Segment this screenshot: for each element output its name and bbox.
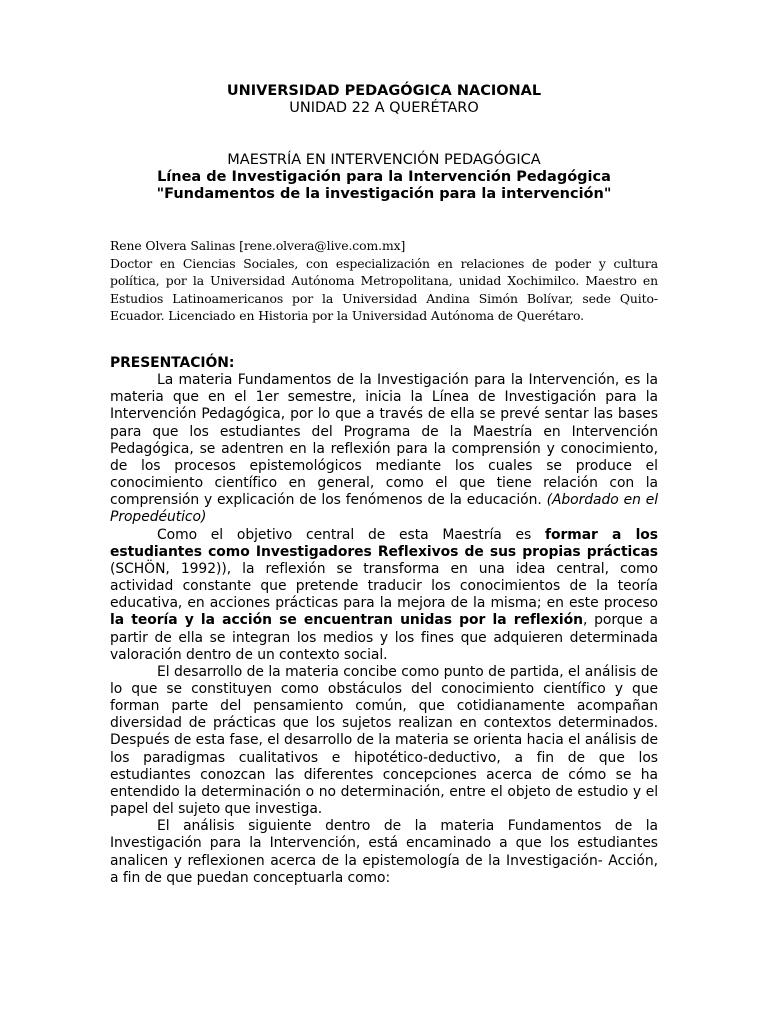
author-bio: Doctor en Ciencias Sociales, con especialización en relaciones de poder y cultura política, por la Universidad Autónoma Metropolitana, unidad Xochimilco. Maestro en Estudios Latinoamericanos por la Universidad Andina Simón Bolívar, sede Quito-Ecuador. Licenciado en Historia por la Universidad Autónoma de Querétaro. [110,255,658,324]
paragraph-1 [110,372,658,526]
unit-name: UNIDAD 22 A QUERÉTARO [289,100,479,116]
paragraph-2-emphasis-1: formar a los estudiantes como Investigadores Reflexivos de sus propias prácticas [110,526,659,560]
author-name-email: Rene Olvera Salinas [rene.olvera@live.com.mx] [110,238,406,253]
paragraph-2-text-1: Como el objetivo central de esta Maestría es [157,526,546,543]
paragraph-1-text: La materia Fundamentos de la Investigación para la Intervención, es la materia que en el 1er semestre, inicia la Línea de Investigación para la Intervención Pedagógica, por lo que a través de ella se prevé sentar las bases para que los estudiantes del Programa de la Maestría en Intervención Pedagógica, se adentren en la reflexión para la comprensión y conocimiento, de los procesos epistemológicos mediante los cuales se produce el conocimiento científico en general, como el que tiene relación con la comprensión y explicación de los fenómenos de la educación. [110,372,658,509]
presentation-section [110,355,658,887]
paragraph-1-note: (Abordado en el Propedéutico) [110,492,659,526]
paragraph-3: El desarrollo de la materia concibe como punto de partida, el análisis de lo que se constituyen como obstáculos del conocimiento científico y que forman parte del pensamiento común, que cotidianamente acompañan diversidad de prácticas que los sujetos realizan en contextos determinados. Después de esta fase, el desarrollo de la materia se orienta hacia el análisis de los paradigmas cualitativos e hipotético-deductivo, a fin de que los estudiantes conozcan las diferentes concepciones acerca de cómo se ha entendido la determinación o no determinación, entre el objeto de estudio y el papel del sujeto que investiga. [110,663,658,818]
author-block [110,237,658,325]
paragraph-2-text-3: , porque a partir de ella se integran los medios y los fines que adquieren determinada valoración dentro de un contexto social. [110,612,658,663]
course-title: "Fundamentos de la investigación para la intervención" [156,186,612,202]
program-name: MAESTRÍA EN INTERVENCIÓN PEDAGÓGICA [227,152,541,168]
paragraph-2-emphasis-2: la teoría y la acción se encuentran unidas por la reflexión [110,612,583,629]
document-header [110,83,658,203]
paragraph-2-text-2: (SCHÖN, 1992)), la reflexión se transforma en una idea central, como actividad constante que pretende traducir los conocimientos de la teoría educativa, en acciones prácticas para la mejora de la misma; en este proceso [110,560,658,612]
university-name: UNIVERSIDAD PEDAGÓGICA NACIONAL [226,83,542,99]
section-title: PRESENTACIÓN: [110,355,235,371]
research-line: Línea de Investigación para la Intervención Pedagógica [157,169,611,185]
paragraph-4: El análisis siguiente dentro de la materia Fundamentos de la Investigación para la Intervención, está encaminado a que los estudiantes analicen y reflexionen acerca de la epistemología de la Investigación- Acción, a fin de que puedan conceptuarla como: [110,818,658,886]
paragraph-2 [110,527,658,664]
